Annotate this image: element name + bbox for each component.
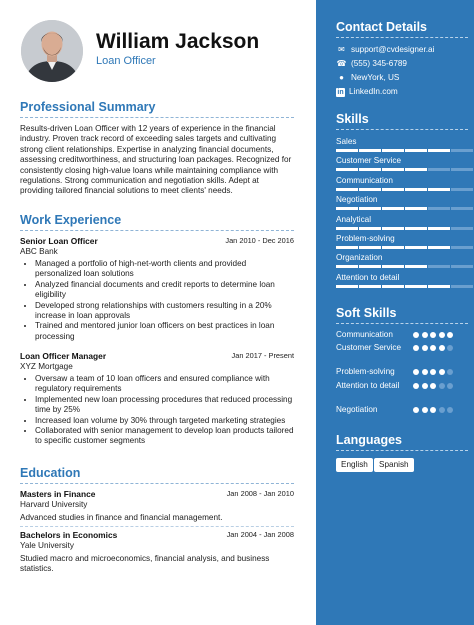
rating-dot	[447, 383, 453, 389]
skill-level-segment	[405, 246, 427, 249]
email-text: support@cvdesigner.ai	[351, 45, 435, 54]
job-role: Senior Loan Officer	[20, 236, 98, 246]
skill-level-segment	[336, 246, 358, 249]
skill-label: Attention to detail	[336, 272, 400, 282]
skill-level-segment	[405, 188, 427, 191]
skill-item	[336, 155, 470, 171]
skill-level-segment	[428, 265, 450, 268]
rating-dot	[447, 407, 453, 413]
skill-label: Communication	[336, 175, 393, 185]
skill-level-segment	[405, 265, 427, 268]
rating-dot	[439, 345, 445, 351]
rating-dot	[413, 345, 419, 351]
job-bullet: • Oversaw a team of 10 loan officers and ensured compliance with regulatory requirements	[35, 374, 294, 395]
job-bullet: • Collaborated with senior management to develop loan products tailored to specific customer segments	[35, 426, 294, 447]
skill-level-segment	[451, 246, 473, 249]
rating-dot	[422, 332, 428, 338]
skill-level-segment	[405, 149, 427, 152]
job-entry	[20, 236, 294, 342]
skill-level-segment	[382, 188, 404, 191]
skill-level-segment	[382, 265, 404, 268]
education-entry	[20, 530, 294, 574]
rating-dot	[422, 407, 428, 413]
skill-level-bar	[336, 227, 470, 230]
skill-level-bar	[336, 149, 470, 152]
contact-email[interactable]	[336, 45, 434, 57]
experience-heading: Work Experience	[20, 213, 294, 231]
summary-text: Results-driven Loan Officer with 12 years of experience in the financial industry. Proven track record of exceeding sales targets and cultivating strong client relationships. Expertise in analyzing financial documents, assessing creditworthiness, and structuring loan packages. Recognized for consistently closing high-value loans while maintaining compliance with regulations. Strong communication and negotiation skills. Adept at providing tailored financial solutions to meet clients' needs.	[20, 124, 292, 196]
skill-item	[336, 136, 470, 152]
job-company: ABC Bank	[20, 247, 58, 256]
rating-dot	[447, 332, 453, 338]
rating-dot	[430, 407, 436, 413]
soft-skill-label: Attention to detail	[336, 381, 400, 390]
skill-level-segment	[336, 168, 358, 171]
rating-dot	[439, 369, 445, 375]
edu-description: Advanced studies in finance and financial management.	[20, 513, 223, 522]
skill-level-segment	[382, 149, 404, 152]
sidebar	[316, 0, 474, 625]
rating-dot	[430, 332, 436, 338]
skill-level-segment	[359, 285, 381, 288]
skill-level-segment	[359, 265, 381, 268]
rating-dot	[439, 332, 445, 338]
skill-level-segment	[451, 285, 473, 288]
skill-level-segment	[428, 188, 450, 191]
skill-level-segment	[405, 168, 427, 171]
skill-level-segment	[359, 246, 381, 249]
edu-date: Jan 2008 - Jan 2010	[226, 489, 294, 498]
rating-dot	[413, 407, 419, 413]
skill-level-segment	[451, 207, 473, 210]
rating-dot	[447, 369, 453, 375]
rating-dot	[439, 383, 445, 389]
skill-level-segment	[359, 149, 381, 152]
skill-level-segment	[382, 207, 404, 210]
phone-text: (555) 345-6789	[351, 59, 407, 68]
rating-dot	[447, 345, 453, 351]
location-text: NewYork, US	[351, 73, 400, 82]
contact-heading: Contact Details	[336, 20, 468, 38]
skill-level-segment	[336, 207, 358, 210]
skill-level-segment	[382, 168, 404, 171]
skill-level-segment	[451, 149, 473, 152]
job-bullet: • Analyzed financial documents and credit reports to determine loan eligibility	[35, 280, 294, 301]
skill-level-bar	[336, 188, 470, 191]
soft-skill-item	[336, 381, 470, 403]
language-badge: Spanish	[374, 458, 414, 472]
profile-photo-icon	[21, 20, 83, 82]
skill-level-segment	[336, 149, 358, 152]
edu-school: Yale University	[20, 541, 74, 550]
job-bullet: • Trained and mentored junior loan officers on best practices in loan processing	[35, 321, 294, 342]
skill-item	[336, 272, 470, 288]
skill-level-segment	[359, 168, 381, 171]
skill-level-bar	[336, 246, 470, 249]
skill-item	[336, 252, 470, 268]
rating-dot	[439, 407, 445, 413]
soft-skill-label: Negotiation	[336, 405, 378, 414]
skill-level-segment	[451, 265, 473, 268]
skill-level-bar	[336, 168, 470, 171]
envelope-icon: ✉	[338, 45, 345, 54]
edu-degree: Masters in Finance	[20, 489, 96, 499]
skill-level-segment	[428, 207, 450, 210]
skill-label: Sales	[336, 137, 357, 146]
job-bullet: • Developed strong relationships with customers resulting in a 20% increase in loan approvals	[35, 301, 294, 322]
skill-level-segment	[428, 227, 450, 230]
contact-phone[interactable]	[336, 59, 407, 71]
skill-level-segment	[428, 246, 450, 249]
location-pin-icon: ●	[339, 73, 344, 82]
skill-level-segment	[451, 188, 473, 191]
education-entry	[20, 489, 294, 527]
skill-level-segment	[359, 188, 381, 191]
skill-level-segment	[336, 188, 358, 191]
soft-skill-label: Problem-solving	[336, 367, 395, 376]
rating-dot	[413, 383, 419, 389]
skill-level-bar	[336, 265, 470, 268]
job-entry	[20, 351, 294, 447]
contact-location	[336, 73, 399, 85]
soft-skill-item	[336, 405, 470, 427]
skill-level-segment	[336, 265, 358, 268]
language-badge: English	[336, 458, 373, 472]
job-bullet: • Implemented new loan processing procedures that reduced processing time by 25%	[35, 395, 294, 416]
skill-level-segment	[451, 168, 473, 171]
edu-date: Jan 2004 - Jan 2008	[226, 530, 294, 539]
skill-level-segment	[336, 285, 358, 288]
job-role: Loan Officer Manager	[20, 351, 107, 361]
job-bullets	[20, 374, 294, 447]
skill-level-segment	[428, 285, 450, 288]
skill-level-segment	[359, 227, 381, 230]
skill-level-segment	[405, 227, 427, 230]
rating-dot	[430, 345, 436, 351]
edu-description: Studied macro and microeconomics, financial analysis, and business statistics.	[20, 554, 270, 573]
job-date: Jan 2010 - Dec 2016	[225, 236, 294, 245]
linkedin-icon: in	[337, 89, 344, 96]
soft-skill-label: Customer Service	[336, 343, 402, 352]
rating-dot	[430, 383, 436, 389]
rating-dot	[422, 345, 428, 351]
job-bullet: • Increased loan volume by 30% through targeted marketing strategies	[35, 416, 294, 426]
edu-school: Harvard University	[20, 500, 88, 509]
avatar	[21, 20, 83, 82]
rating-dot	[413, 332, 419, 338]
soft-skills-heading: Soft Skills	[336, 306, 468, 324]
rating-dot	[422, 369, 428, 375]
candidate-name: William Jackson	[96, 30, 260, 53]
rating-dot	[413, 369, 419, 375]
skill-item	[336, 175, 470, 191]
skill-level-segment	[405, 285, 427, 288]
skill-label: Negotiation	[336, 195, 378, 205]
skill-level-bar	[336, 285, 470, 288]
skill-level-segment	[382, 285, 404, 288]
languages-heading: Languages	[336, 433, 468, 451]
skills-heading: Skills	[336, 112, 468, 130]
edu-degree: Bachelors in Economics	[20, 530, 118, 540]
skill-item	[336, 214, 470, 230]
skill-level-segment	[428, 168, 450, 171]
rating-dot	[422, 383, 428, 389]
job-bullet: • Managed a portfolio of high-net-worth clients and provided personalized loan solutions	[35, 259, 294, 280]
skill-item	[336, 233, 470, 249]
phone-icon: ☎	[336, 59, 347, 68]
skill-level-segment	[359, 207, 381, 210]
skill-level-segment	[382, 246, 404, 249]
skill-level-segment	[336, 227, 358, 230]
skill-label: Customer Service	[336, 156, 402, 166]
summary-heading: Professional Summary	[20, 100, 294, 118]
divider	[20, 526, 294, 527]
candidate-title: Loan Officer	[96, 55, 156, 67]
skill-label: Problem-solving	[336, 234, 395, 243]
soft-skill-item	[336, 343, 470, 365]
rating-dot	[430, 369, 436, 375]
skill-label: Analytical	[336, 214, 372, 224]
job-date: Jan 2017 - Present	[231, 351, 294, 360]
contact-linkedin[interactable]	[336, 87, 398, 99]
skill-level-bar	[336, 207, 470, 210]
job-company: XYZ Mortgage	[20, 362, 73, 371]
job-bullets	[20, 259, 294, 342]
skill-label: Organization	[336, 253, 383, 263]
skill-level-segment	[451, 227, 473, 230]
skill-item	[336, 194, 470, 210]
linkedin-text: LinkedIn.com	[349, 87, 398, 96]
education-heading: Education	[20, 466, 294, 484]
soft-skill-label: Communication	[336, 330, 393, 339]
skill-level-segment	[382, 227, 404, 230]
skill-level-segment	[405, 207, 427, 210]
skill-level-segment	[428, 149, 450, 152]
